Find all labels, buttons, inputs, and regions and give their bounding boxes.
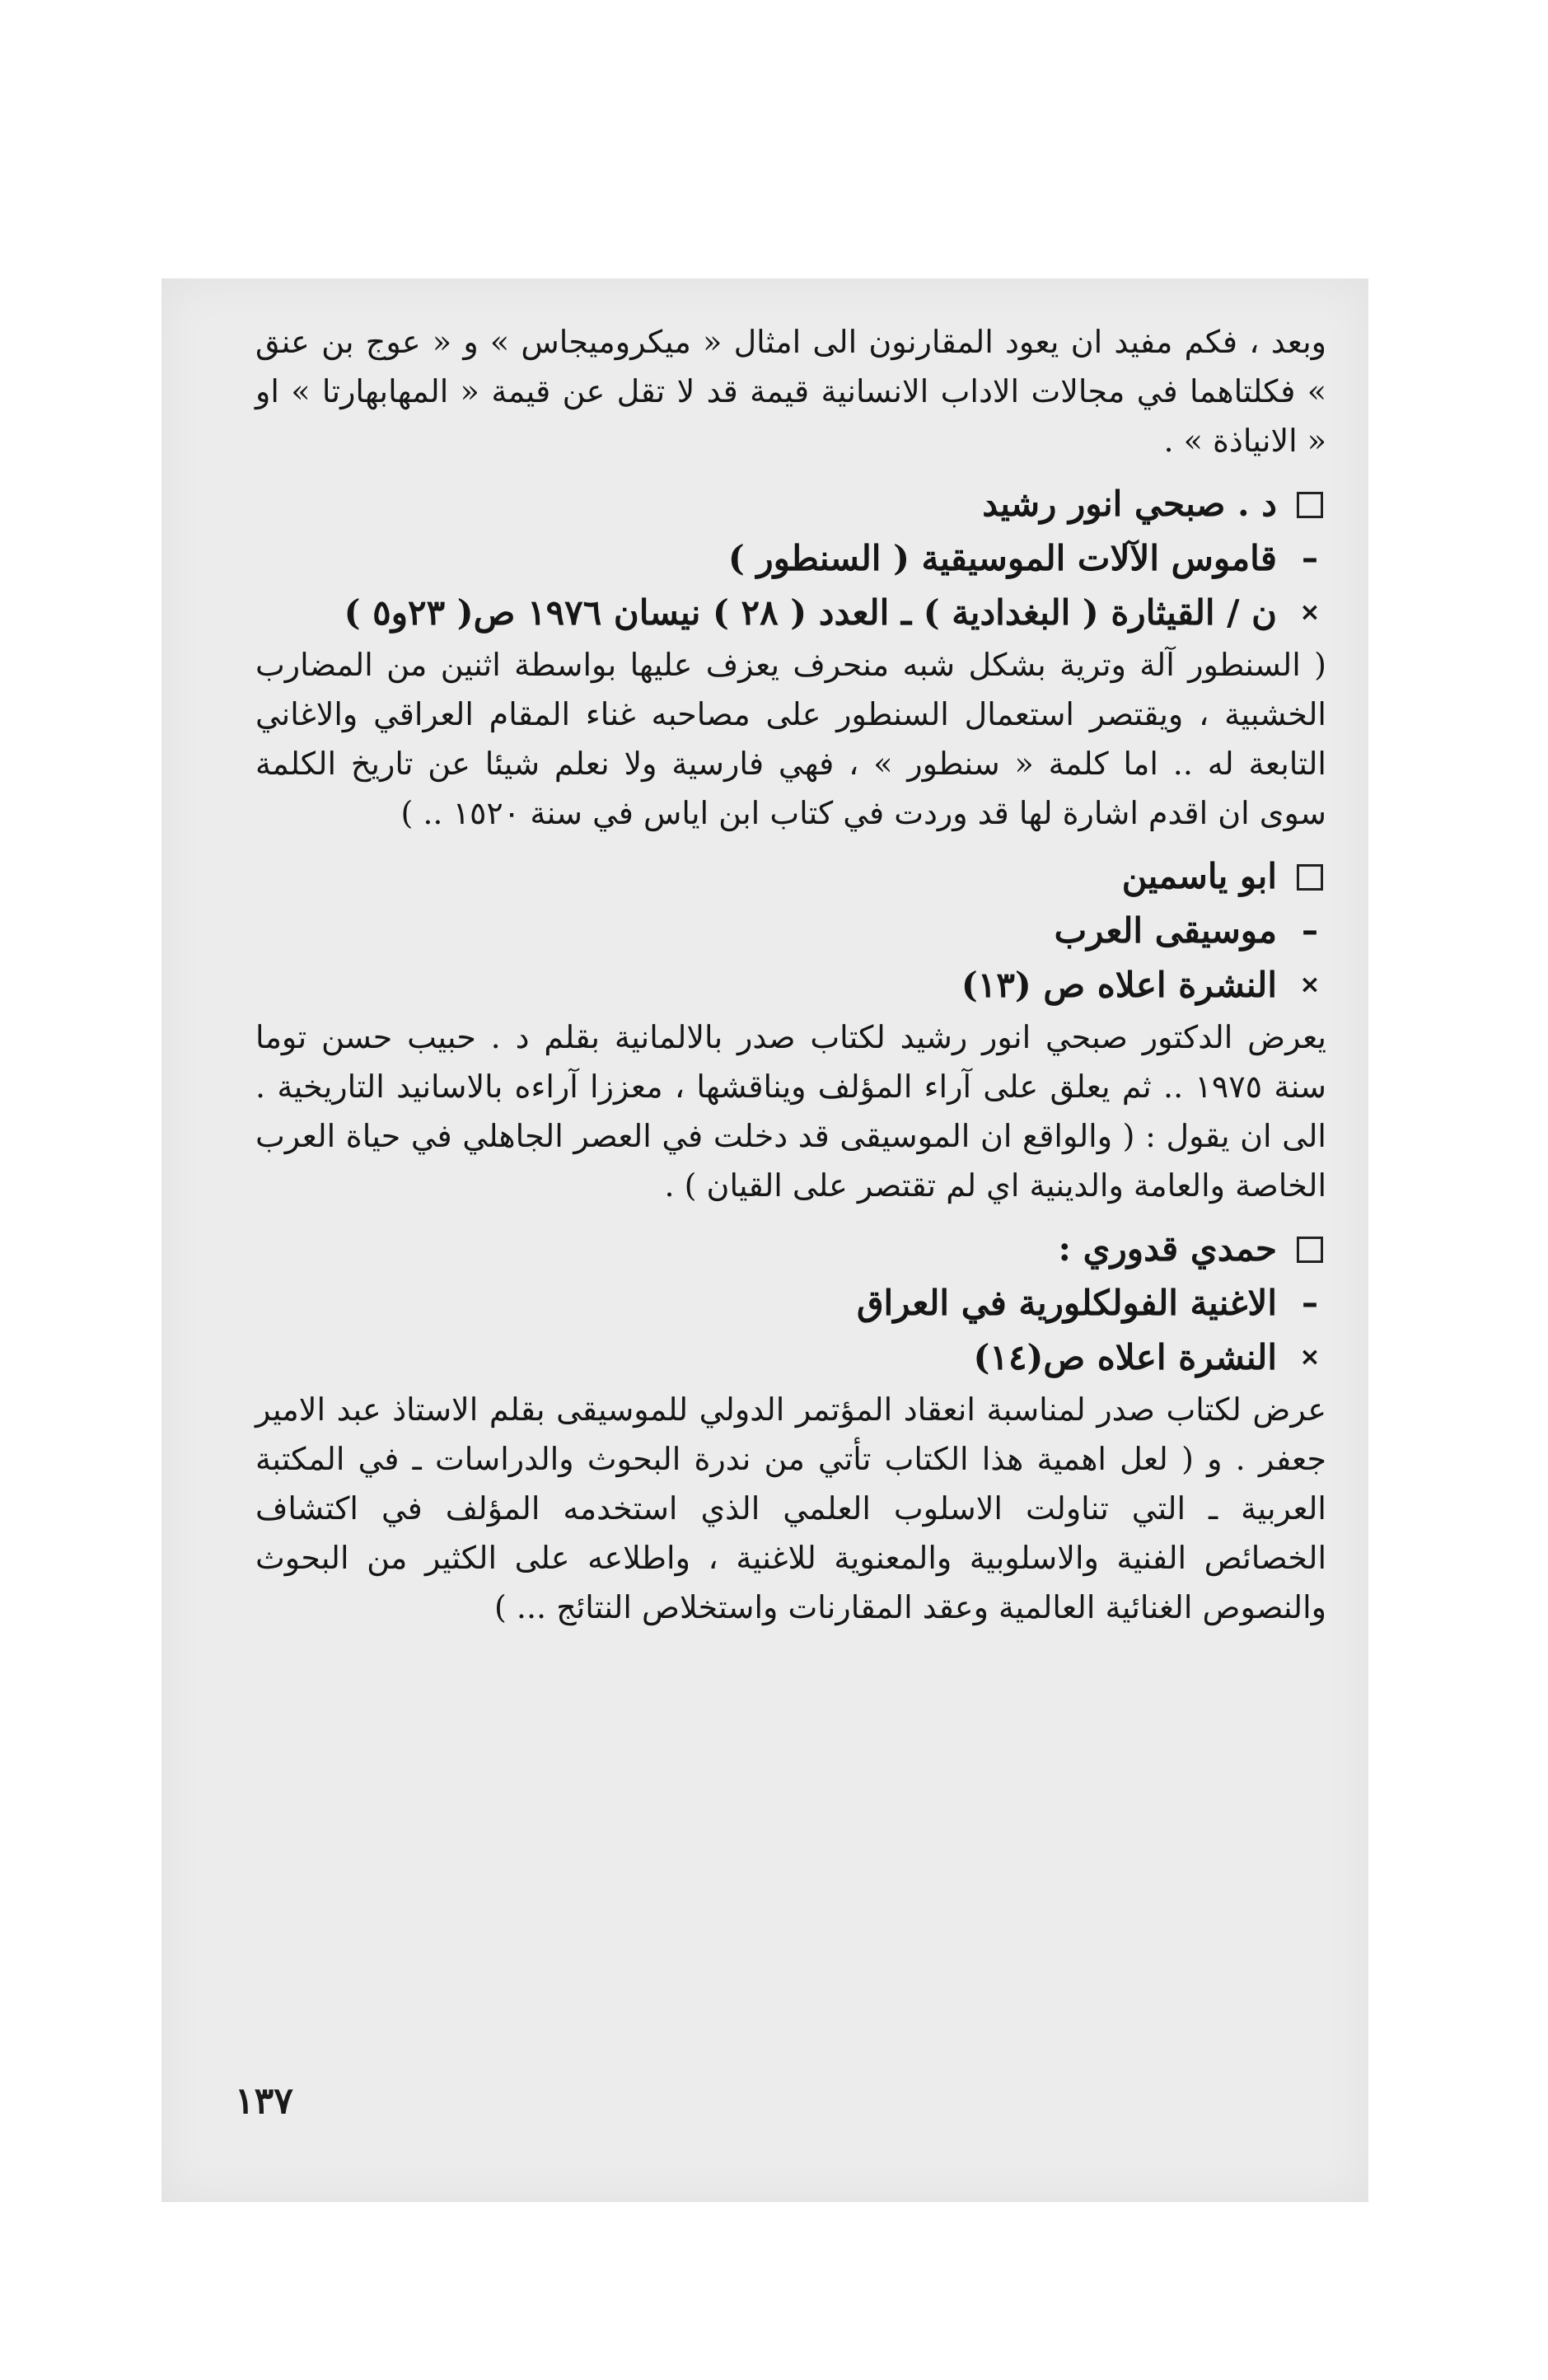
dash-icon: –: [1302, 912, 1318, 950]
entry-title-row: [255, 531, 1326, 586]
entry-source: النشرة اعلاه ص(١٤): [973, 1337, 1277, 1377]
entry-author: حمدي قدوري :: [1058, 1228, 1277, 1269]
entry-title: موسيقى العرب: [1054, 910, 1277, 951]
entry-author-row: [255, 477, 1326, 531]
entry-title: الاغنية الفولكلورية في العراق: [856, 1283, 1277, 1323]
checkbox-square-icon: [1293, 477, 1326, 531]
page-content: [255, 317, 1326, 1632]
bibliography-entry-3: [255, 1222, 1326, 1632]
entry-title: قاموس الآلات الموسيقية ( السنطور ): [727, 538, 1277, 578]
entry-source-row: [255, 586, 1326, 640]
checkbox-square-icon: [1293, 1222, 1326, 1276]
cross-icon: ×: [1299, 1343, 1321, 1372]
entry-source: النشرة اعلاه ص (١٣): [961, 965, 1277, 1005]
cross-icon: ×: [1299, 970, 1321, 999]
entry-body: عرض لكتاب صدر لمناسبة انعقاد المؤتمر الدولي للموسيقى بقلم الاستاذ عبد الامير جعفر . و ( لعل اهمية هذا الكتاب تأتي من ندرة البحوث والدراسات ـ في المكتبة العربية ـ التي تناولت الاسلوب العلمي الذي استخدمه المؤلف في اكتشاف الخصائص الفنية والاسلوبية والمعنوية للاغنية ، واطلاعه على الكثير من البحوث والنصوص الغنائية العالمية وعقد المقارنات واستخلاص النتائج ... ): [255, 1391, 1326, 1625]
entry-body: ( السنطور آلة وترية بشكل شبه منحرف يعزف عليها بواسطة اثنين من المضارب الخشبية ، ويقتصر استعمال السنطور على مصاحبه غناء المقام العراقي والاغاني التابعة له .. اما كلمة « سنطور » ، فهي فارسية ولا نعلم شيئا عن تاريخ الكلمة سوى ان اقدم اشارة لها قد وردت في كتاب ابن اياس في سنة ١٥٢٠ .. ): [255, 647, 1326, 831]
bibliography-entry-2: [255, 849, 1326, 1210]
checkbox-square-icon: [1293, 849, 1326, 904]
entry-author: د . صبحي انور رشيد: [982, 484, 1277, 524]
entry-author: ابو ياسمين: [1121, 856, 1277, 896]
entry-title-row: [255, 1276, 1326, 1330]
intro-paragraph: وبعد ، فكم مفيد ان يعود المقارنون الى امثال « ميكروميجاس » و « عوج بن عنق » فكلتاهما في مجالات الاداب الانسانية قيمة قد لا تقل عن قيمة « المهابهارتا » او « الانياذة » .: [255, 324, 1326, 459]
entry-source: ن / القيثارة ( البغدادية ) ـ العدد ( ٢٨ ) نيسان ١٩٧٦ ص( ٢٣و٥ ): [344, 592, 1277, 633]
page-number: ١٣٧: [235, 2080, 293, 2122]
dash-icon: –: [1302, 1284, 1318, 1322]
entry-author-row: [255, 1222, 1326, 1276]
entry-body: يعرض الدكتور صبحي انور رشيد لكتاب صدر بالالمانية بقلم د . حبيب حسن توما سنة ١٩٧٥ .. ثم يعلق على آراء المؤلف ويناقشها ، معززا آراءه بالاسانيد التاريخية . الى ان يقول : ( والواقع ان الموسيقى قد دخلت في العصر الجاهلي في حياة العرب الخاصة والعامة والدينية اي لم تقتصر على القيان ) .: [255, 1019, 1326, 1204]
dash-icon: –: [1302, 540, 1318, 577]
entry-source-row: [255, 958, 1326, 1012]
cross-icon: ×: [1299, 598, 1321, 627]
entry-author-row: [255, 849, 1326, 904]
bibliography-entry-1: [255, 477, 1326, 838]
entry-source-row: [255, 1330, 1326, 1385]
entry-title-row: [255, 904, 1326, 958]
